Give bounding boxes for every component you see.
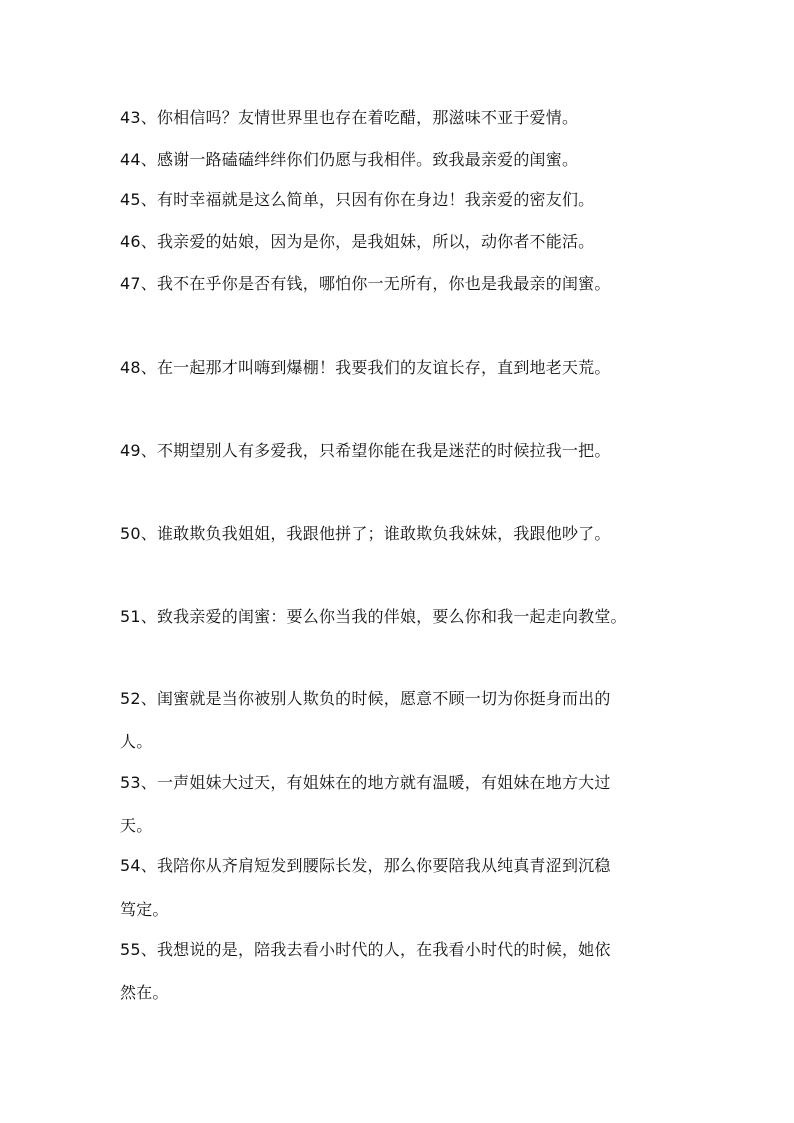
item-48-line-1: 48、在一起那才叫嗨到爆棚！我要我们的友谊长存，直到地老天荒。 <box>120 358 611 377</box>
item-54-line-2: 笃定。 <box>120 900 169 919</box>
item-51-line-1: 51、致我亲爱的闺蜜：要么你当我的伴娘，要么你和我一起走向教堂。 <box>120 607 627 626</box>
item-53-line-2: 天。 <box>120 816 153 835</box>
item-54-line-1: 54、我陪你从齐肩短发到腰际长发，那么你要陪我从纯真青涩到沉稳 <box>120 856 611 875</box>
item-52-line-1: 52、闺蜜就是当你被别人欺负的时候，愿意不顾一切为你挺身而出的 <box>120 689 611 708</box>
item-49-line-1: 49、不期望别人有多爱我，只希望你能在我是迷茫的时候拉我一把。 <box>120 441 611 460</box>
item-55-line-1: 55、我想说的是，陪我去看小时代的人，在我看小时代的时候，她依 <box>120 940 611 959</box>
item-46-line-1: 46、我亲爱的姑娘，因为是你，是我姐妹，所以，动你者不能活。 <box>120 232 595 251</box>
item-43-line-1: 43、你相信吗？友情世界里也存在着吃醋，那滋味不亚于爱情。 <box>120 108 579 127</box>
item-44-line-1: 44、感谢一路磕磕绊绊你们仍愿与我相伴。致我最亲爱的闺蜜。 <box>120 150 579 169</box>
item-47-line-1: 47、我不在乎你是否有钱，哪怕你一无所有，你也是我最亲的闺蜜。 <box>120 274 611 293</box>
item-52-line-2: 人。 <box>120 732 153 751</box>
item-55-line-2: 然在。 <box>120 983 169 1002</box>
item-50-line-1: 50、谁敢欺负我姐姐，我跟他拼了；谁敢欺负我妹妹，我跟他吵了。 <box>120 524 611 543</box>
item-45-line-1: 45、有时幸福就是这么简单，只因有你在身边！我亲爱的密友们。 <box>120 190 595 209</box>
item-53-line-1: 53、一声姐妹大过天，有姐妹在的地方就有温暖，有姐妹在地方大过 <box>120 773 611 792</box>
